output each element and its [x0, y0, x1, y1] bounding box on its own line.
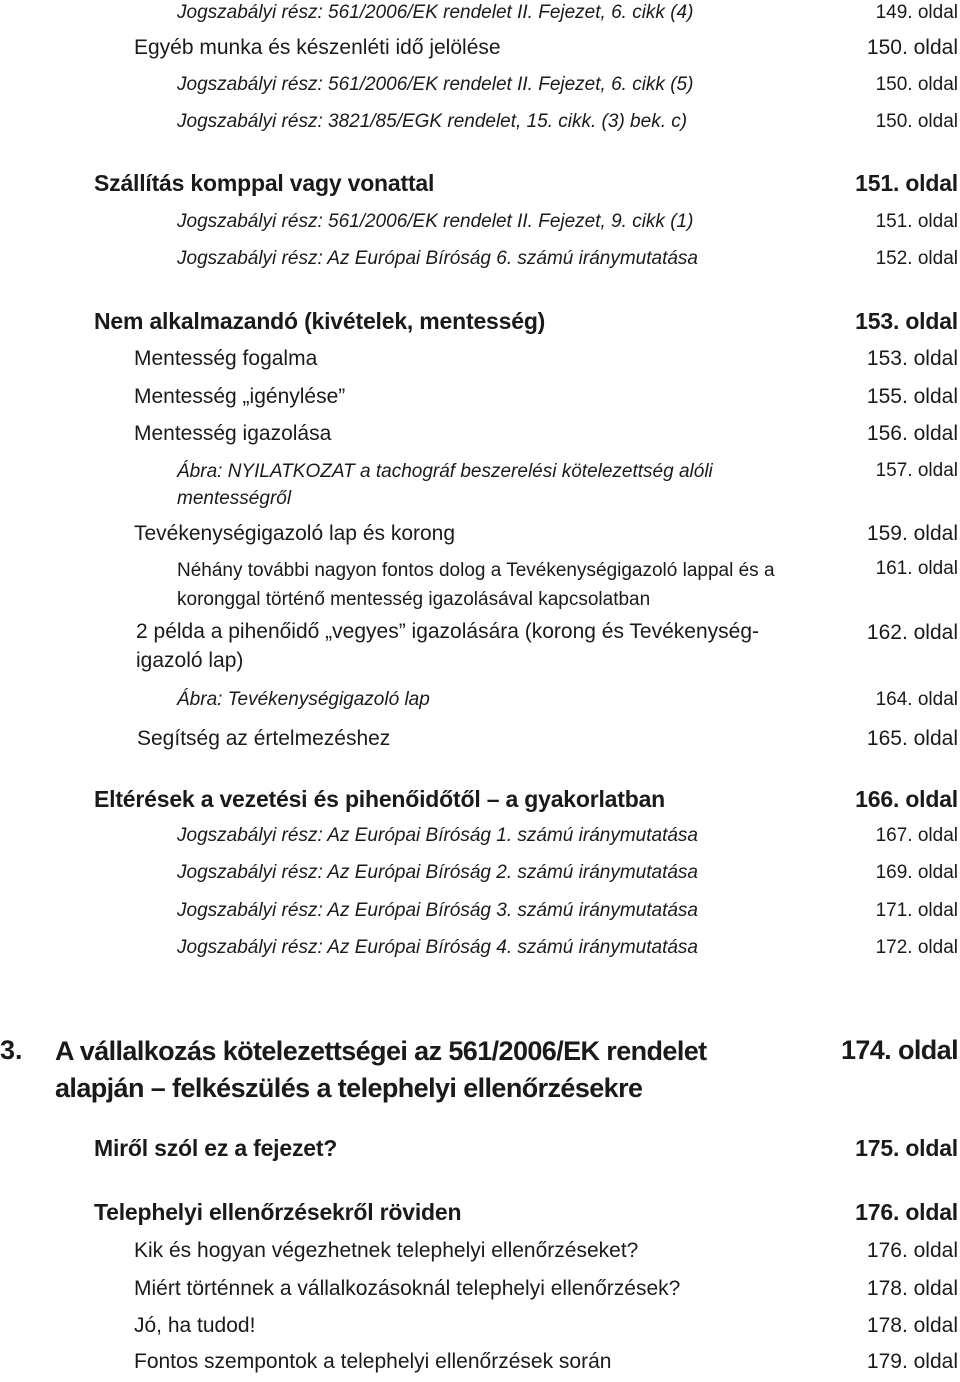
toc-figure-entry[interactable] — [0, 689, 960, 710]
toc-entry-title: Jogszabályi rész: Az Európai Bíróság 2. számú iránymutatása — [177, 862, 698, 883]
toc-entry-page: 172. oldal — [875, 937, 958, 958]
chapter-number: 3. — [0, 1035, 23, 1065]
toc-entry-page: 178. oldal — [866, 1277, 958, 1300]
toc-entry-page: 150. oldal — [875, 74, 958, 95]
toc-entry-title: 2 példa a pihenőidő „vegyes” igazolására (korong és Tevékenység-igazoló lap) — [136, 620, 759, 672]
toc-entry-page: 150. oldal — [866, 36, 958, 59]
toc-entry-page: 178. oldal — [866, 1314, 958, 1337]
toc-entry-title: Miért történnek a vállalkozásoknál telephelyi ellenőrzések? — [134, 1277, 681, 1300]
toc-section-title: Miről szól ez a fejezet? — [94, 1135, 338, 1161]
toc-entry[interactable] — [0, 900, 960, 921]
toc-entry-title: Jogszabályi rész: Az Európai Bíróság 4. számú iránymutatása — [177, 937, 698, 958]
toc-entry[interactable] — [0, 522, 960, 545]
toc-entry-title: Tevékenységigazoló lap és korong — [134, 522, 456, 545]
toc-entry-page: 179. oldal — [866, 1350, 958, 1373]
toc-section-page: 153. oldal — [855, 308, 958, 334]
toc-entry-title: Néhány további nagyon fontos dolog a Tevékenységigazoló lappal és a koronggal történő mentesség igazolásával kapcsolatban — [177, 560, 775, 610]
toc-entry-page: 157. oldal — [875, 460, 958, 481]
toc-section-heading[interactable] — [0, 170, 960, 196]
toc-entry-title: Egyéb munka és készenléti idő jelölése — [134, 36, 501, 59]
toc-entry-page: 156. oldal — [866, 422, 958, 445]
toc-entry[interactable] — [0, 385, 960, 408]
toc-figure-title: Ábra: NYILATKOZAT a tachográf beszerelési kötelezettség alóli mentességről — [177, 461, 713, 509]
toc-section-title: Szállítás komppal vagy vonattal — [94, 170, 435, 196]
toc-entry-title: Jogszabályi rész: 561/2006/EK rendelet II. Fejezet, 6. cikk (4) — [177, 2, 694, 23]
toc-entry[interactable] — [0, 727, 960, 750]
toc-entry-title: Segítség az értelmezéshez — [137, 727, 391, 750]
toc-section-page: 176. oldal — [855, 1199, 958, 1225]
toc-entry-page: 153. oldal — [866, 347, 958, 370]
toc-chapter-heading[interactable] — [0, 1035, 960, 1103]
chapter-page: 174. oldal — [840, 1035, 958, 1065]
toc-entry[interactable] — [0, 0, 960, 23]
toc-entry-title: Jogszabályi rész: Az Európai Bíróság 3. számú iránymutatása — [177, 900, 698, 921]
toc-entry[interactable] — [0, 617, 960, 672]
toc-section-heading[interactable] — [0, 308, 960, 334]
toc-entry-page: 165. oldal — [866, 727, 958, 750]
toc-section-page: 166. oldal — [855, 786, 958, 812]
toc-section-heading[interactable] — [0, 786, 960, 812]
toc-section-title: Nem alkalmazandó (kivételek, mentesség) — [94, 308, 546, 334]
toc-entry-title: Mentesség igazolása — [134, 422, 332, 445]
toc-entry[interactable] — [0, 825, 960, 846]
toc-entry-page: 150. oldal — [875, 111, 958, 132]
toc-entry[interactable] — [0, 74, 960, 95]
toc-entry[interactable] — [0, 211, 960, 232]
toc-entry-page: 171. oldal — [875, 900, 958, 921]
toc-section-page: 175. oldal — [855, 1135, 958, 1161]
toc-entry-title: Mentesség fogalma — [134, 347, 318, 370]
toc-section-heading[interactable] — [0, 1199, 960, 1225]
toc-entry-title: Jogszabályi rész: 561/2006/EK rendelet II. Fejezet, 6. cikk (5) — [177, 74, 694, 95]
toc-entry[interactable] — [0, 556, 960, 610]
toc-entry-page: 169. oldal — [875, 862, 958, 883]
toc-section-heading[interactable] — [0, 1135, 960, 1161]
toc-entry-page: 155. oldal — [866, 385, 958, 408]
toc-entry-title: Jogszabályi rész: 3821/85/EGK rendelet, 15. cikk. (3) bek. c) — [177, 111, 688, 132]
toc-figure-entry[interactable] — [0, 458, 960, 509]
toc-entry[interactable] — [0, 36, 960, 59]
toc-entry[interactable] — [0, 862, 960, 883]
toc-entry-page: 152. oldal — [875, 248, 958, 269]
toc-entry-page: 164. oldal — [875, 689, 958, 710]
toc-section-title: Eltérések a vezetési és pihenőidőtől – a gyakorlatban — [94, 786, 666, 812]
toc-figure-title: Ábra: Tevékenységigazoló lap — [177, 689, 430, 710]
toc-entry-page: 151. oldal — [875, 211, 958, 232]
toc-entry-page: 167. oldal — [875, 825, 958, 846]
toc-entry[interactable] — [0, 1277, 960, 1300]
toc-entry-page: 161. oldal — [875, 558, 958, 579]
toc-section-page: 151. oldal — [855, 170, 958, 196]
toc-entry[interactable] — [0, 937, 960, 958]
toc-entry[interactable] — [0, 347, 960, 370]
toc-entry-title: Mentesség „igénylése” — [134, 385, 346, 408]
toc-entry-title: Jogszabályi rész: Az Európai Bíróság 1. számú iránymutatása — [177, 825, 698, 846]
toc-entry[interactable] — [0, 248, 960, 269]
toc-section-title: Telephelyi ellenőrzésekről röviden — [94, 1199, 462, 1225]
toc-entry-page: 149. oldal — [875, 2, 958, 23]
toc-entry[interactable] — [0, 111, 960, 132]
toc-entry-title: Jogszabályi rész: 561/2006/EK rendelet II. Fejezet, 9. cikk (1) — [177, 211, 694, 232]
toc-entry[interactable] — [0, 1314, 960, 1337]
toc-entry[interactable] — [0, 1239, 960, 1262]
toc-entry-title: Kik és hogyan végezhetnek telephelyi ellenőrzéseket? — [134, 1239, 639, 1262]
toc-entry-title: Jogszabályi rész: Az Európai Bíróság 6. számú iránymutatása — [177, 248, 698, 269]
toc-entry[interactable] — [0, 1350, 960, 1373]
toc-entry-page: 176. oldal — [866, 1239, 958, 1262]
toc-entry-page: 162. oldal — [866, 621, 958, 644]
toc-entry-title: Fontos szempontok a telephelyi ellenőrzések során — [134, 1350, 612, 1373]
toc-entry[interactable] — [0, 422, 960, 445]
toc-entry-title: Jó, ha tudod! — [134, 1314, 256, 1337]
toc-entry-page: 159. oldal — [866, 522, 958, 545]
chapter-title: A vállalkozás kötelezettségei az 561/2006/EK rendelet alapján – felkészülés a telephelyi ellenőrzésekre — [55, 1036, 707, 1103]
